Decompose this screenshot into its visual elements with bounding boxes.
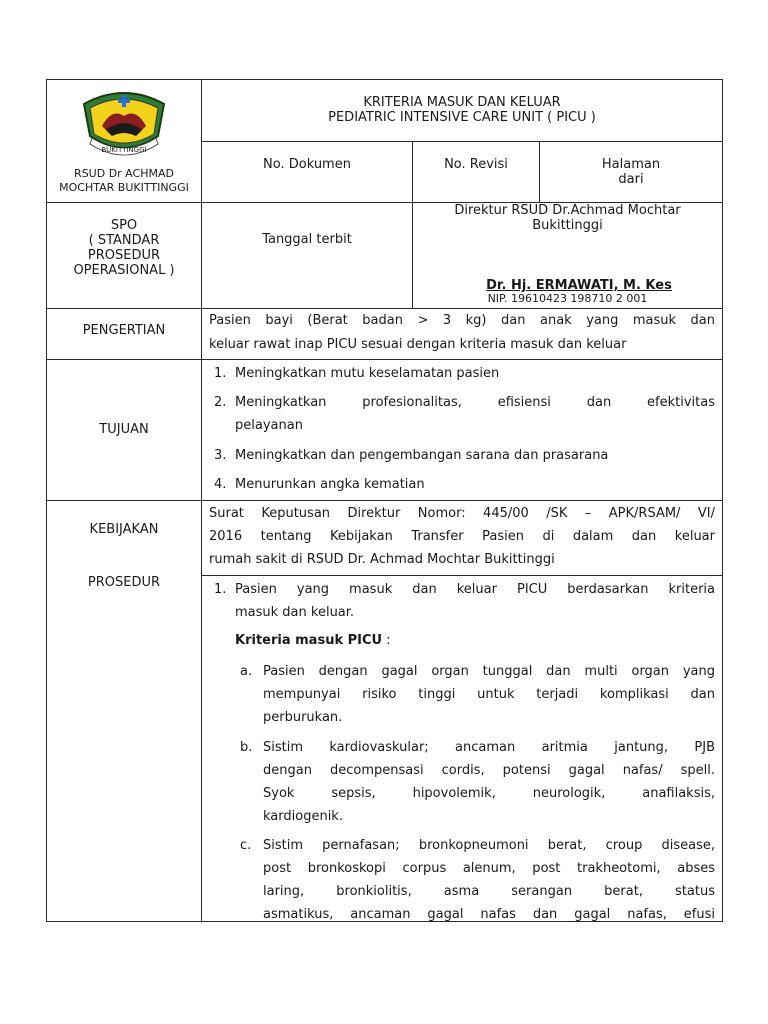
list-item: asmatikus, ancaman gagal nafas dan gagal nafas, efusi [263,907,715,922]
list-number: 2. [214,395,227,410]
doc-number-label: No. Dokumen [263,157,351,172]
list-number: 1. [214,366,227,381]
list-item: perburukan. [263,710,343,725]
row-divider-kebijakan [46,500,723,501]
list-item: Meningkatkan profesionalitas, efisiensi dan efektivitas [235,395,715,410]
director-title-2: Bukittinggi [532,218,603,233]
page-label: Halaman [601,157,661,172]
list-item: dengan decompensasi cordis, potensi gagal nafas/ spell. [263,763,715,778]
page-label-2: dari [618,172,644,187]
pengertian-label: PENGERTIAN [82,323,166,338]
prosedur-text: Pasien yang masuk dan keluar PICU berdasarkan kriteria [235,582,715,597]
table-border-top [46,79,723,80]
org-name-2: MOCHTAR BUKITTINGGI [59,181,189,194]
director-title: Direktur RSUD Dr.Achmad Mochtar [454,203,681,218]
list-marker: c. [240,838,252,853]
list-item: Sistim pernafasan; bronkopneumoni berat, croup disease, [263,838,715,853]
row-divider-title [201,141,723,142]
pengertian-text: Pasien bayi (Berat badan > 3 kg) dan anak yang masuk dan [209,313,715,328]
list-item: kardiogenik. [263,809,343,824]
kebijakan-text-2: 2016 tentang Kebijakan Transfer Pasien di dalam dan keluar [209,529,715,544]
kebijakan-label: KEBIJAKAN [89,522,159,537]
row-divider-pengertian [46,308,723,309]
list-item: post bronkoskopi corpus alenum, post trakheotomi, abses [263,861,715,876]
list-item: Sistim kardiovaskular; ancaman aritmia jantung, PJB [263,740,715,755]
spo-label-4: OPERASIONAL ) [73,263,175,278]
kebijakan-text: Surat Keputusan Direktur Nomor: 445/00 /SK – APK/RSAM/ VI/ [209,506,715,521]
list-number: 3. [214,448,227,463]
pengertian-text-2: keluar rawat inap PICU sesuai dengan kriteria masuk dan keluar [209,337,627,352]
list-item: Meningkatkan dan pengembangan sarana dan prasarana [235,448,609,463]
kriteria-heading [235,632,391,650]
spo-label-2: ( STANDAR [88,233,160,248]
director-nip: NIP. 19610423 198710 2 001 [487,292,648,305]
issue-date-label: Tanggal terbit [262,232,352,247]
spo-label-3: PROSEDUR [87,248,161,263]
list-item: Meningkatkan mutu keselamatan pasien [235,366,500,381]
kebijakan-text-3: rumah sakit di RSUD Dr. Achmad Mochtar Bukittinggi [209,552,555,567]
kriteria-colon: : [382,633,391,648]
page-subtitle: PEDIATRIC INTENSIVE CARE UNIT ( PICU ) [328,110,596,125]
spo-label: SPO [110,218,138,233]
revision-label: No. Revisi [444,157,508,172]
list-item: Menurunkan angka kematian [235,477,425,492]
prosedur-text-2: masuk dan keluar. [235,605,355,620]
list-marker: b. [240,740,253,755]
director-name: Dr. Hj. ERMAWATI, M. Kes [486,278,672,293]
list-item: Pasien dengan gagal organ tunggal dan multi organ yang [263,664,715,679]
svg-text:BUKITTINGGI: BUKITTINGGI [101,146,147,154]
list-item-continued: pelayanan [235,418,303,433]
hospital-logo [78,86,170,162]
row-divider-prosedur [201,575,723,576]
tujuan-label: TUJUAN [99,422,149,437]
list-item: laring, bronkiolitis, asma serangan berat, status [263,884,715,899]
org-name: RSUD Dr ACHMAD [74,167,174,180]
row-divider-tujuan [46,359,723,360]
prosedur-label: PROSEDUR [87,575,161,590]
list-number: 1. [214,582,227,597]
page-title: KRITERIA MASUK DAN KELUAR [363,95,561,110]
list-item: Syok sepsis, hipovolemik, neurologik, anafilaksis, [263,786,715,801]
kriteria-heading-text: Kriteria masuk PICU [235,633,383,648]
list-number: 4. [214,477,227,492]
list-item: mempunyai risiko tinggi untuk terjadi komplikasi dan [263,687,715,702]
list-marker: a. [240,664,253,679]
